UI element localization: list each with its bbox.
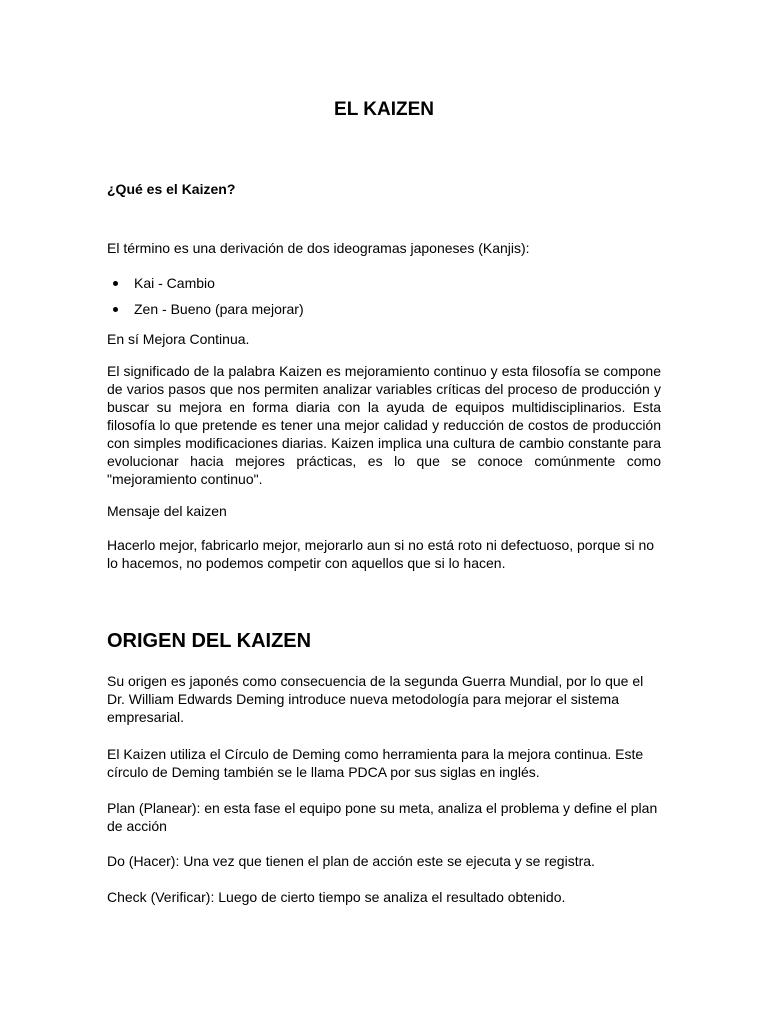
intro-paragraph: El término es una derivación de dos ideogramas japoneses (Kanjis):: [107, 240, 530, 256]
message-paragraph: Hacerlo mejor, fabricarlo mejor, mejorarlo aun si no está roto ni defectuoso, porque si no lo hacemos, no podemos competir con aquellos que si lo hacen.: [107, 537, 655, 571]
list-item: [107, 274, 661, 300]
summary-paragraph: En sí Mejora Continua.: [107, 331, 250, 347]
bullet-icon: [113, 307, 118, 312]
meaning-paragraph: El significado de la palabra Kaizen es mejoramiento continuo y esta filosofía se compone de varios pasos que nos permiten analizar variables críticas del proceso de producción y buscar su mejora en forma diaria con la ayuda de equipos multidisciplinarios. Esta filosofía lo que pretende es tener una mejor calidad y reducción de costos de producción con simples modificaciones diarias. Kaizen implica una cultura de cambio constante para evolucionar hacia mejores prácticas, es lo que se conoce comúnmente como "mejoramiento continuo".: [107, 363, 661, 487]
do-paragraph: Do (Hacer): Una vez que tienen el plan de acción este se ejecuta y se registra.: [107, 853, 595, 869]
deming-paragraph: El Kaizen utiliza el Círculo de Deming como herramienta para la mejora continua. Este círculo de Deming también se le llama PDCA por sus siglas en inglés.: [107, 746, 644, 780]
check-paragraph: Check (Verificar): Luego de cierto tiempo se analiza el resultado obtenido.: [107, 889, 566, 905]
bullet-icon: [113, 281, 118, 286]
section-heading-que-es: ¿Qué es el Kaizen?: [107, 181, 236, 197]
plan-paragraph: Plan (Planear): en esta fase el equipo pone su meta, analiza el problema y define el plan de acción: [107, 800, 658, 834]
message-label: Mensaje del kaizen: [107, 503, 227, 519]
list-item-text: Kai - Cambio: [134, 275, 215, 291]
document-title: EL KAIZEN: [334, 99, 434, 120]
kanji-list: [107, 274, 661, 326]
list-item-text: Zen - Bueno (para mejorar): [134, 301, 304, 317]
list-item: [107, 300, 661, 326]
origin-paragraph: Su origen es japonés como consecuencia de la segunda Guerra Mundial, por lo que el Dr. William Edwards Deming introduce nueva metodología para mejorar el sistema empresarial.: [107, 673, 644, 725]
section-heading-origen: ORIGEN DEL KAIZEN: [107, 630, 312, 652]
